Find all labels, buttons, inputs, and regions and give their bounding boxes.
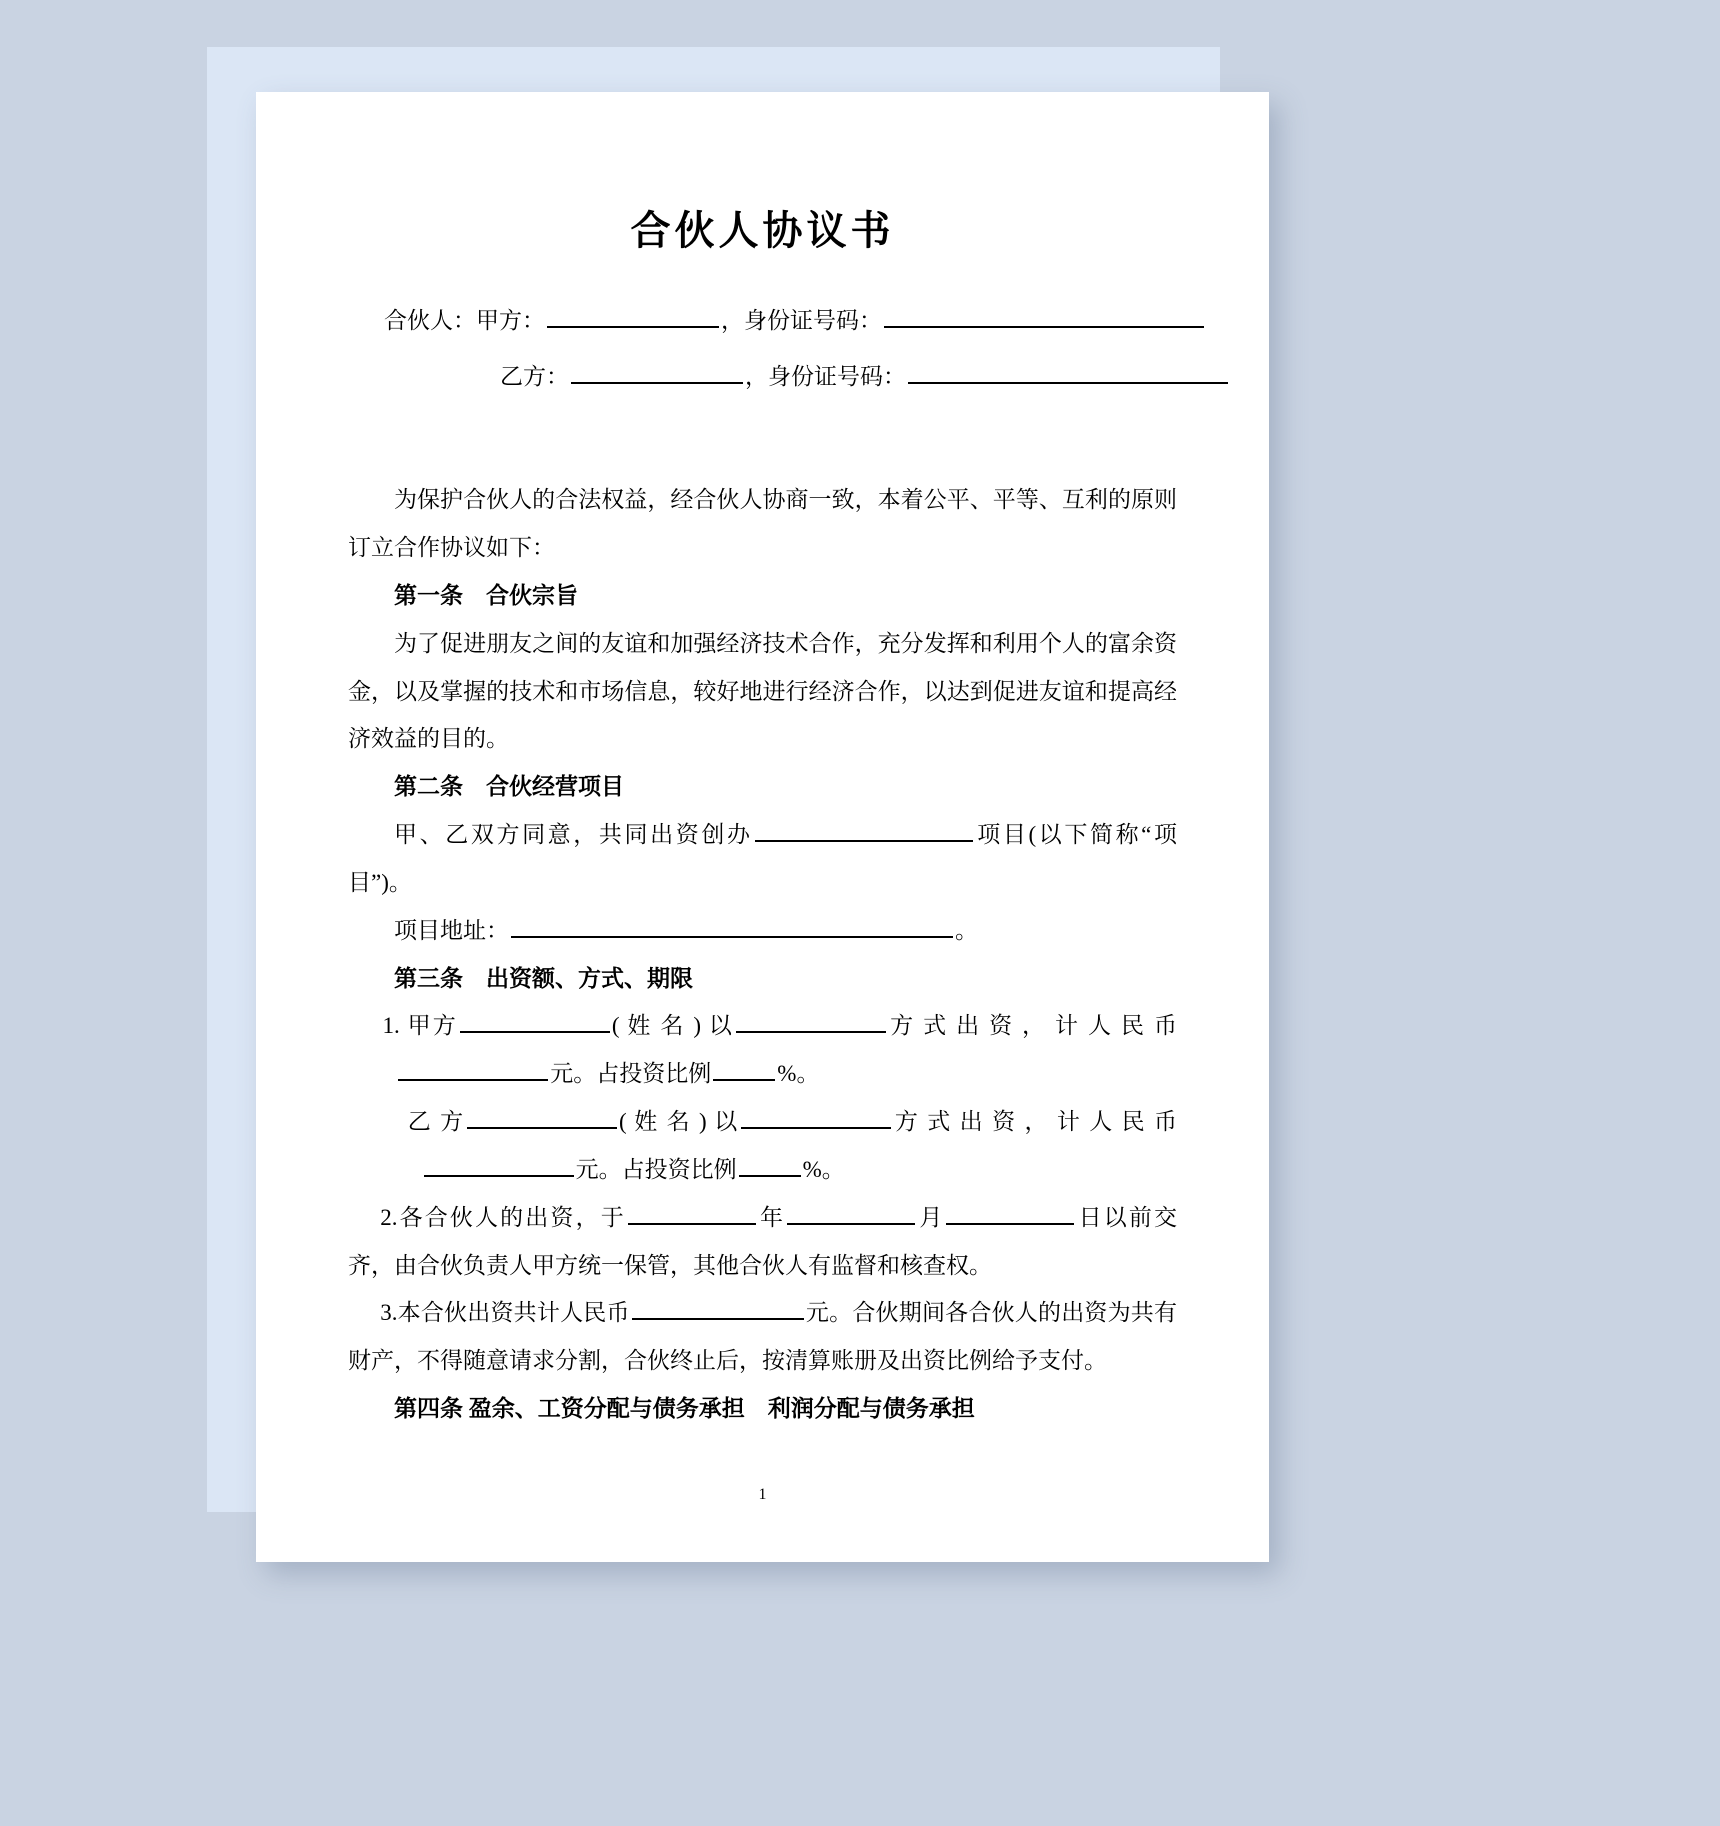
item4-total-blank[interactable] (632, 1295, 804, 1320)
section-2-line-1-prefix: 甲、乙双方同意，共同出资创办 (394, 822, 753, 848)
item2-ratio-blank[interactable] (739, 1152, 801, 1177)
item1-name-blank[interactable] (460, 1008, 610, 1033)
party-b-name-blank[interactable] (571, 359, 743, 384)
project-address-period: 。 (955, 917, 978, 943)
section-heading-3: 第三条 出资额、方式、期限 (394, 965, 693, 991)
item1-ratio-label: 元。占投资比例 (550, 1061, 712, 1087)
section-heading-1: 第一条 合伙宗旨 (394, 582, 578, 608)
preamble-paragraph: 为保护合伙人的合法权益，经合伙人协商一致，本着公平、平等、互利的原则订立合作协议如下： (348, 487, 1177, 561)
spacer (348, 414, 1177, 476)
item3-tail: 日以前交齐，由合伙负责人甲方统一保管，其他合伙人有监督和核查权。 (348, 1204, 1178, 1278)
section-body-1: 为了促进朋友之间的友谊和加强经济技术合作，充分发挥和利用个人的富余资金，以及掌握的技术和市场信息，较好地进行经济合作，以达到促进友谊和提高经济效益的目的。 (348, 630, 1177, 752)
item3-day-blank[interactable] (946, 1200, 1074, 1225)
section-heading-4: 第四条 盈余、工资分配与债务承担 利润分配与债务承担 (394, 1396, 975, 1422)
project-address-blank[interactable] (511, 913, 953, 938)
section-2-line-2 (348, 907, 1177, 955)
item1-amount-blank[interactable] (398, 1056, 548, 1081)
project-name-blank[interactable] (755, 817, 973, 842)
item2-amount-blank[interactable] (424, 1152, 574, 1177)
item3-year-unit: 年 (757, 1204, 786, 1230)
party-a-id-blank[interactable] (884, 303, 1204, 328)
item2-name-suffix: ( 姓 名 ) 以 (619, 1109, 740, 1135)
item1-label: 1. 甲方 (382, 1013, 458, 1039)
section-3-item-4 (348, 1289, 1177, 1385)
page-number: 1 (758, 1486, 767, 1503)
section-heading-2: 第二条 合伙经营项目 (394, 774, 624, 800)
item2-ratio-suffix: %。 (802, 1156, 845, 1182)
page-title: 合伙人协议书 (630, 208, 895, 253)
item3-month-unit: 月 (917, 1204, 945, 1230)
item2-label: 乙 方 (407, 1109, 466, 1135)
item3-month-blank[interactable] (787, 1200, 915, 1225)
section-3-item-2 (348, 1098, 1177, 1194)
item2-amount-label: 方 式 出 资 ， 计 人 民 币 (893, 1109, 1178, 1135)
item3-label: 2.各合伙人的出资，于 (380, 1204, 626, 1230)
item2-ratio-label: 元。占投资比例 (575, 1156, 737, 1182)
party-b-id-blank[interactable] (908, 359, 1228, 384)
party-b-label: 乙方： (500, 363, 569, 389)
item1-amount-label: 方 式 出 资 ， 计 人 民 币 (888, 1013, 1177, 1039)
page-content (256, 92, 1269, 1562)
item4-tail: 元。合伙期间各合伙人的出资为共有财产，不得随意请求分割，合伙终止后，按清算账册及出资比例给予支付。 (348, 1300, 1178, 1374)
section-2-line-1 (348, 811, 1177, 907)
section-3-item-1 (348, 1002, 1177, 1098)
document-page (256, 92, 1269, 1562)
party-line-yifang (348, 359, 1177, 395)
item4-label: 3.本合伙出资共计人民币 (380, 1300, 630, 1326)
party-a-name-blank[interactable] (547, 303, 719, 328)
party-line-jiafang (348, 303, 1177, 339)
item1-ratio-suffix: %。 (777, 1061, 820, 1087)
item2-method-blank[interactable] (741, 1104, 891, 1129)
item1-name-suffix: ( 姓 名 ) 以 (611, 1013, 734, 1039)
party-a-id-label: ，身份证号码： (721, 308, 882, 333)
section-2-line-1-suffix: 项目(以下简称“项目”)。 (348, 822, 1178, 895)
item1-ratio-blank[interactable] (713, 1056, 775, 1081)
item3-year-blank[interactable] (628, 1200, 756, 1225)
party-a-label: 合伙人：甲方： (384, 308, 545, 333)
section-3-item-3 (348, 1194, 1177, 1290)
item1-method-blank[interactable] (736, 1008, 886, 1033)
project-address-label: 项目地址： (394, 917, 509, 943)
item2-name-blank[interactable] (467, 1104, 617, 1129)
party-b-id-label: ，身份证号码： (745, 363, 906, 389)
